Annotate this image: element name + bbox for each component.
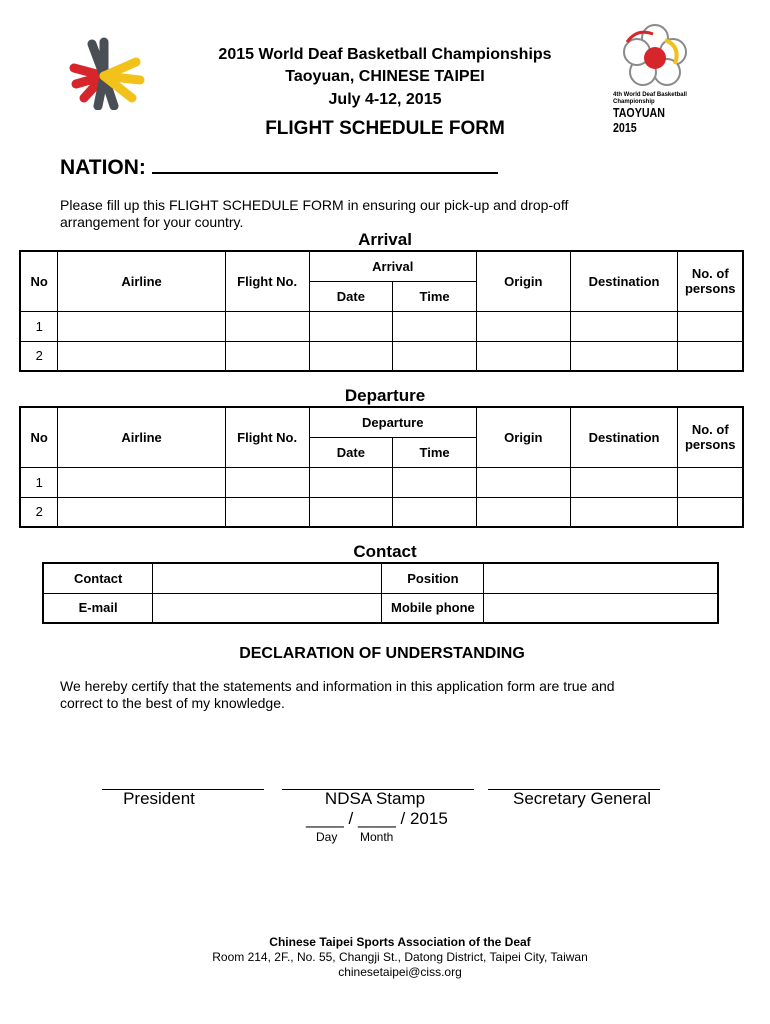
instructions-line-1: Please fill up this FLIGHT SCHEDULE FORM in ensuring our pick-up and drop-off	[60, 197, 569, 213]
email-label: E-mail	[43, 593, 153, 623]
row-number: 2	[20, 497, 58, 527]
persons-label-1: No. of	[691, 266, 729, 282]
declaration-text	[60, 678, 740, 712]
col-header-destination: Destination	[570, 251, 678, 311]
col-header-airline: Airline	[58, 251, 225, 311]
airline-cell[interactable]	[58, 467, 225, 497]
origin-cell[interactable]	[476, 497, 570, 527]
origin-cell[interactable]	[476, 341, 570, 371]
declaration-line-2: correct to the best of my knowledge.	[60, 695, 285, 711]
col-header-departure-group: Departure	[309, 407, 476, 437]
col-header-persons	[678, 251, 743, 311]
form-title: FLIGHT SCHEDULE FORM	[265, 118, 505, 139]
deaflympics-logo	[62, 36, 148, 110]
footer-address: Room 214, 2F., No. 55, Changji St., Datong District, Taipei City, Taiwan	[212, 950, 588, 964]
contact-section-title: Contact	[353, 542, 417, 561]
col-header-no: No	[20, 407, 58, 467]
col-header-flight-no: Flight No.	[225, 251, 309, 311]
event-location: Taoyuan, CHINESE TAIPEI	[285, 68, 485, 85]
president-label: President	[123, 789, 195, 808]
departure-table	[19, 406, 744, 528]
secretary-label: Secretary General	[513, 789, 651, 808]
table-row	[20, 467, 743, 497]
col-header-time: Time	[393, 281, 477, 311]
table-row	[20, 341, 743, 371]
declaration-line-1: We hereby certify that the statements and information in this application form are true and	[60, 678, 615, 694]
nation-input-line[interactable]	[152, 156, 498, 174]
origin-cell[interactable]	[476, 467, 570, 497]
col-header-date: Date	[309, 281, 393, 311]
flight-no-cell[interactable]	[225, 497, 309, 527]
col-header-flight-no: Flight No.	[225, 407, 309, 467]
persons-label-2: persons	[684, 437, 736, 453]
airline-cell[interactable]	[58, 497, 225, 527]
time-cell[interactable]	[393, 467, 477, 497]
mobile-phone-input[interactable]	[484, 593, 718, 623]
position-input[interactable]	[484, 563, 718, 593]
date-cell[interactable]	[309, 467, 393, 497]
nation-label: NATION:	[60, 156, 146, 179]
destination-cell[interactable]	[570, 467, 678, 497]
declaration-title: DECLARATION OF UNDERSTANDING	[239, 645, 525, 662]
row-number: 1	[20, 311, 58, 341]
persons-label-1: No. of	[691, 422, 729, 438]
contact-label: Contact	[43, 563, 153, 593]
table-row	[20, 497, 743, 527]
origin-cell[interactable]	[476, 311, 570, 341]
col-header-airline: Airline	[58, 407, 225, 467]
col-header-date: Date	[309, 437, 393, 467]
col-header-persons	[678, 407, 743, 467]
date-cell[interactable]	[309, 311, 393, 341]
persons-cell[interactable]	[678, 311, 743, 341]
email-input[interactable]	[153, 593, 382, 623]
contact-input[interactable]	[153, 563, 382, 593]
logo-city-text: TAOYUAN 2015	[613, 105, 665, 135]
col-header-no: No	[20, 251, 58, 311]
time-cell[interactable]	[393, 341, 477, 371]
taoyuan-2015-logo	[605, 22, 705, 135]
position-label: Position	[382, 563, 484, 593]
date-line[interactable]: ____ / ____ / 2015	[306, 809, 448, 828]
arrival-table	[19, 250, 744, 372]
table-row	[20, 311, 743, 341]
destination-cell[interactable]	[570, 341, 678, 371]
destination-cell[interactable]	[570, 497, 678, 527]
flight-no-cell[interactable]	[225, 341, 309, 371]
stamp-label: NDSA Stamp	[324, 789, 426, 808]
date-cell[interactable]	[309, 341, 393, 371]
contact-table	[42, 562, 719, 624]
col-header-origin: Origin	[476, 407, 570, 467]
time-cell[interactable]	[393, 311, 477, 341]
col-header-destination: Destination	[570, 407, 678, 467]
instructions	[60, 197, 720, 231]
footer-org: Chinese Taipei Sports Association of the Deaf	[269, 935, 531, 949]
nation-field[interactable]	[60, 156, 498, 180]
col-header-arrival-group: Arrival	[309, 251, 476, 281]
event-title: 2015 World Deaf Basketball Championships	[218, 46, 552, 63]
row-number: 1	[20, 467, 58, 497]
logo-edition-text: 4th World Deaf Basketball Championship	[613, 92, 687, 105]
mobile-phone-label: Mobile phone	[382, 593, 484, 623]
persons-cell[interactable]	[678, 467, 743, 497]
instructions-line-2: arrangement for your country.	[60, 214, 244, 230]
persons-label-2: persons	[684, 281, 736, 297]
event-dates: July 4-12, 2015	[328, 91, 442, 108]
persons-cell[interactable]	[678, 497, 743, 527]
destination-cell[interactable]	[570, 311, 678, 341]
flight-no-cell[interactable]	[225, 311, 309, 341]
flight-no-cell[interactable]	[225, 467, 309, 497]
footer-email[interactable]: chinesetaipei@ciss.org	[338, 965, 462, 979]
departure-section-title: Departure	[344, 386, 426, 405]
arrival-section-title: Arrival	[358, 230, 412, 249]
month-label: Month	[360, 830, 394, 844]
persons-cell[interactable]	[678, 341, 743, 371]
time-cell[interactable]	[393, 497, 477, 527]
date-cell[interactable]	[309, 497, 393, 527]
airline-cell[interactable]	[58, 311, 225, 341]
day-label: Day	[316, 830, 338, 844]
col-header-time: Time	[393, 437, 477, 467]
airline-cell[interactable]	[58, 341, 225, 371]
footer	[0, 935, 770, 980]
row-number: 2	[20, 341, 58, 371]
col-header-origin: Origin	[476, 251, 570, 311]
